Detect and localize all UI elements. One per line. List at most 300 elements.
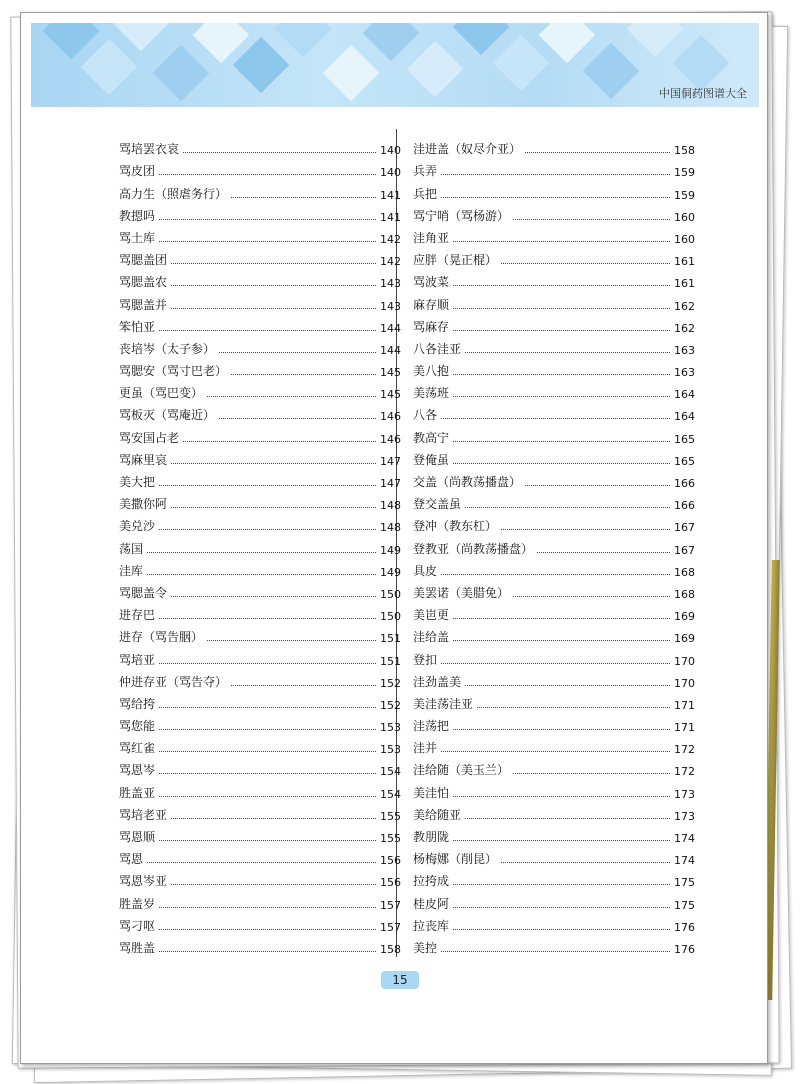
entry-page: 157 [380,920,401,934]
index-entry [413,313,695,335]
index-entry [119,579,401,601]
entry-name: 仲进存亚（骂告夺） [119,674,228,689]
dot-leader [513,219,670,220]
entry-page: 140 [380,144,401,158]
index-entry [413,778,695,800]
index-entry [119,734,401,756]
banner-diamond [363,23,420,61]
entry-page: 169 [674,632,695,646]
index-entry [413,512,695,534]
entry-name: 登教亚（尚教荡播盘） [413,541,534,556]
entry-page: 176 [674,920,695,934]
entry-name: 骂培罢衣哀 [119,142,180,157]
entry-name: 美兑沙 [119,519,156,534]
dot-leader [231,197,376,198]
entry-page: 150 [380,587,401,601]
banner-diamond [453,23,510,55]
entry-page: 143 [380,299,401,313]
entry-page: 175 [674,898,695,912]
index-entry [119,690,401,712]
entry-page: 173 [674,787,695,801]
index-entry [413,379,695,401]
entry-name: 八各 [413,408,438,423]
entry-name: 美洼荡洼亚 [413,696,474,711]
index-column-left [119,135,401,956]
entry-name: 荡国 [119,541,144,556]
entry-page: 156 [380,876,401,890]
dot-leader [441,174,670,175]
entry-name: 骂腮盖并 [119,297,168,312]
dot-leader [441,197,670,198]
index-entry [413,579,695,601]
dot-leader [441,418,670,419]
index-entry [413,889,695,911]
banner-diamond [627,23,684,57]
dot-leader [441,663,670,664]
entry-page: 164 [674,410,695,424]
entry-page: 153 [380,743,401,757]
index-entry [413,446,695,468]
entry-page: 142 [380,232,401,246]
entry-page: 164 [674,388,695,402]
index-entry [413,423,695,445]
entry-page: 149 [380,565,401,579]
entry-page: 144 [380,321,401,335]
index-entry [119,712,401,734]
entry-name: 洼并 [413,741,438,756]
index-entry [119,867,401,889]
entry-page: 153 [380,721,401,735]
index-entry [413,290,695,312]
entry-name: 登交盖虽 [413,497,462,512]
entry-name: 骂红雀 [119,741,156,756]
entry-name: 美岜更 [413,608,450,623]
index-entry [119,934,401,956]
dot-leader [171,308,376,309]
dot-leader [513,596,670,597]
entry-page: 154 [380,765,401,779]
dot-leader [159,219,376,220]
index-entry [413,712,695,734]
entry-page: 174 [674,832,695,845]
entry-name: 桂皮阿 [413,896,450,911]
entry-page: 143 [380,277,401,291]
entry-page: 158 [674,144,695,158]
entry-name: 兵弄 [413,164,438,179]
entry-page: 170 [674,676,695,690]
index-entry [119,623,401,645]
banner-diamond [233,37,290,94]
entry-page: 172 [674,765,695,779]
entry-page: 172 [674,743,695,757]
index-entry [119,135,401,157]
entry-page: 155 [380,832,401,845]
entry-name: 美荡班 [413,386,450,401]
dot-leader [537,552,670,553]
index-entry [119,668,401,690]
entry-page: 166 [674,499,695,513]
entry-name: 兵把 [413,186,438,201]
dot-leader [453,618,670,619]
dot-leader [219,418,376,419]
entry-page: 152 [380,698,401,712]
entry-page: 148 [380,499,401,513]
entry-name: 洼进盖（奴尽介亚） [413,142,522,157]
entry-page: 165 [674,454,695,468]
index-entry [119,313,401,335]
dot-leader [159,529,376,530]
dot-leader [171,463,376,464]
entry-name: 骂腮盖农 [119,275,168,290]
entry-name: 骂恩顺 [119,830,156,844]
book-page [20,12,768,1064]
dot-leader [231,685,376,686]
entry-page: 162 [674,299,695,313]
entry-name: 胜盖亚 [119,785,156,800]
entry-page: 156 [380,854,401,868]
index-entry [413,179,695,201]
dot-leader [453,796,670,797]
index-entry [119,801,401,823]
index-entry [119,379,401,401]
index-entry [119,268,401,290]
entry-name: 骂腮盖令 [119,585,168,600]
entry-name: 美给随亚 [413,807,462,822]
index-entry [119,202,401,224]
entry-page: 176 [674,942,695,956]
entry-name: 八各洼亚 [413,341,462,356]
entry-page: 140 [380,166,401,180]
dot-leader [453,441,670,442]
entry-name: 骂刁呕 [119,918,156,933]
index-entry [413,912,695,934]
dot-leader [453,840,670,841]
index-entry [413,401,695,423]
index-entry [119,912,401,934]
entry-name: 骂腮安（骂寸巴老） [119,364,228,379]
index-entry [413,468,695,490]
entry-page: 171 [674,698,695,712]
entry-page: 147 [380,454,401,468]
banner-diamond [407,41,464,98]
entry-page: 159 [674,166,695,180]
dot-leader [207,396,376,397]
entry-name: 骂您能 [119,719,156,734]
entry-page: 144 [380,343,401,357]
dot-leader [159,663,376,664]
index-entry [119,534,401,556]
dot-leader [159,907,376,908]
entry-name: 骂麻存 [413,319,450,334]
banner-diamond [539,23,596,63]
entry-name: 杨梅娜（削昆） [413,852,498,867]
entry-page: 168 [674,565,695,579]
index-entry [119,778,401,800]
banner-diamond [275,23,332,57]
index-entry [413,157,695,179]
index-entry [119,889,401,911]
entry-page: 173 [674,809,695,823]
entry-page: 168 [674,587,695,601]
entry-name: 骂给挎 [119,696,156,711]
index-entry [413,357,695,379]
dot-leader [147,574,376,575]
entry-name: 教高宁 [413,430,450,445]
dot-leader [171,818,376,819]
index-entry [119,823,401,845]
dot-leader [183,441,376,442]
header-title: 中国侗药图谱大全 [659,87,747,100]
index-entry [413,668,695,690]
entry-name: 美撒你阿 [119,497,168,512]
index-entry [413,845,695,867]
index-entry [413,202,695,224]
entry-name: 骂宁哨（骂杨游） [413,208,510,223]
dot-leader [501,529,670,530]
entry-name: 美控 [413,940,438,955]
dot-leader [453,374,670,375]
banner-diamond [673,35,730,92]
index-entry [413,224,695,246]
index-entry [119,645,401,667]
index-entry [119,446,401,468]
index-entry [413,335,695,357]
entry-name: 具皮 [413,563,438,578]
dot-leader [441,751,670,752]
entry-name: 登冲（教东杠） [413,519,498,534]
entry-name: 骂恩岑 [119,763,156,778]
entry-name: 骂土库 [119,230,156,245]
dot-leader [453,884,670,885]
index-entry [119,468,401,490]
dot-leader [465,818,670,819]
index-entry [413,867,695,889]
entry-name: 骂麻里哀 [119,452,168,467]
entry-page: 175 [674,876,695,890]
entry-name: 交盖（尚教荡播盘） [413,475,522,489]
dot-leader [453,929,670,930]
entry-page: 159 [674,188,695,202]
dot-leader [453,729,670,730]
dot-leader [219,352,376,353]
entry-page: 151 [380,632,401,646]
entry-page: 160 [674,210,695,224]
entry-page: 167 [674,521,695,535]
entry-name: 骂安国占老 [119,430,180,445]
dot-leader [441,951,670,952]
entry-name: 丧培岑（太子参） [119,341,216,356]
index-entry [119,357,401,379]
banner-diamond [81,39,138,96]
entry-name: 骂腮盖团 [119,253,168,268]
dot-leader [159,330,376,331]
dot-leader [453,241,670,242]
index-column-right [413,135,695,956]
dot-leader [171,596,376,597]
dot-leader [147,552,376,553]
entry-page: 165 [674,432,695,446]
entry-page: 170 [674,654,695,668]
entry-name: 麻存顺 [413,297,450,312]
entry-name: 更虽（骂巴变） [119,386,204,401]
index-entry [119,335,401,357]
entry-page: 171 [674,721,695,735]
index-entry [413,823,695,845]
entry-page: 158 [380,942,401,956]
dot-leader [171,263,376,264]
index-entry [413,246,695,268]
entry-page: 163 [674,343,695,357]
index-entry [119,557,401,579]
banner-diamond [323,45,380,102]
index-entry [119,490,401,512]
dot-leader [171,884,376,885]
banner-diamond [43,23,100,59]
entry-name: 洼给随（美玉兰） [413,763,510,778]
dot-leader [501,862,670,863]
entry-page: 155 [380,809,401,823]
entry-page: 147 [380,477,401,490]
page-number: 15 [381,971,419,989]
index-entry [119,290,401,312]
entry-name: 骂恩岑亚 [119,874,168,889]
entry-page: 150 [380,610,401,624]
entry-name: 登俺虽 [413,452,450,467]
entry-name: 应胖（晃正棍） [413,253,498,268]
index-entry [413,690,695,712]
dot-leader [465,507,670,508]
entry-name: 美大把 [119,475,156,489]
dot-leader [147,862,376,863]
entry-page: 142 [380,255,401,269]
entry-page: 157 [380,898,401,912]
index-entry [119,423,401,445]
dot-leader [207,640,376,641]
index-entry [413,601,695,623]
index-entry [119,246,401,268]
index-entry [413,490,695,512]
entry-name: 洼库 [119,563,144,578]
index-entry [413,623,695,645]
entry-name: 洼劲盖美 [413,674,462,689]
dot-leader [159,773,376,774]
entry-page: 166 [674,477,695,490]
index-entry [119,157,401,179]
entry-name: 骂胜盖 [119,940,156,955]
index-entry [413,934,695,956]
dot-leader [513,773,670,774]
dot-leader [159,485,376,486]
index-entry [413,734,695,756]
entry-page: 161 [674,255,695,269]
entry-name: 登扣 [413,652,438,667]
dot-leader [159,241,376,242]
dot-leader [159,174,376,175]
entry-name: 洼给盖 [413,630,450,645]
dot-leader [453,308,670,309]
entry-name: 骂波菜 [413,275,450,290]
dot-leader [159,929,376,930]
entry-page: 152 [380,676,401,690]
dot-leader [525,485,670,486]
entry-page: 141 [380,210,401,224]
dot-leader [477,707,670,708]
entry-page: 141 [380,188,401,202]
banner-diamond [113,23,170,51]
entry-page: 154 [380,787,401,801]
dot-leader [453,907,670,908]
entry-name: 洼角亚 [413,230,450,245]
dot-leader [453,396,670,397]
banner-diamond [583,43,640,100]
index-entry [119,756,401,778]
entry-name: 美洼怕 [413,785,450,800]
dot-leader [453,330,670,331]
dot-leader [159,618,376,619]
entry-name: 进存（骂告胭） [119,630,204,645]
dot-leader [159,751,376,752]
dot-leader [441,574,670,575]
entry-name: 骂板灭（骂庵近） [119,408,216,423]
index-entry [413,645,695,667]
index-entry [119,845,401,867]
dot-leader [453,285,670,286]
banner-diamond [493,35,550,92]
dot-leader [453,463,670,464]
index-entry [119,512,401,534]
entry-name: 美八抱 [413,364,450,379]
entry-page: 149 [380,543,401,557]
index-entry [119,179,401,201]
entry-page: 163 [674,366,695,380]
dot-leader [183,152,376,153]
dot-leader [159,729,376,730]
index-entry [413,268,695,290]
index-entry [413,801,695,823]
dot-leader [453,640,670,641]
dot-leader [159,840,376,841]
index-entry [119,601,401,623]
entry-page: 145 [380,366,401,380]
entry-page: 167 [674,543,695,557]
entry-page: 174 [674,854,695,868]
entry-page: 146 [380,432,401,446]
entry-name: 骂培亚 [119,652,156,667]
index-entry [413,557,695,579]
entry-page: 160 [674,232,695,246]
dot-leader [159,951,376,952]
entry-name: 笨怕亚 [119,319,156,334]
dot-leader [465,352,670,353]
entry-page: 145 [380,388,401,402]
entry-name: 拉挎成 [413,874,450,889]
entry-name: 骂恩 [119,852,144,867]
header-banner [31,23,759,107]
index-entry [413,756,695,778]
entry-page: 151 [380,654,401,668]
entry-name: 美罢诺（美腊免） [413,585,510,600]
dot-leader [159,707,376,708]
dot-leader [231,374,376,375]
entry-name: 胜盖岁 [119,896,156,911]
entry-page: 161 [674,277,695,291]
dot-leader [501,263,670,264]
banner-diamond [153,45,210,102]
entry-name: 骂皮团 [119,164,156,179]
index-entry [119,401,401,423]
entry-name: 骂培老亚 [119,807,168,822]
entry-page: 146 [380,410,401,424]
